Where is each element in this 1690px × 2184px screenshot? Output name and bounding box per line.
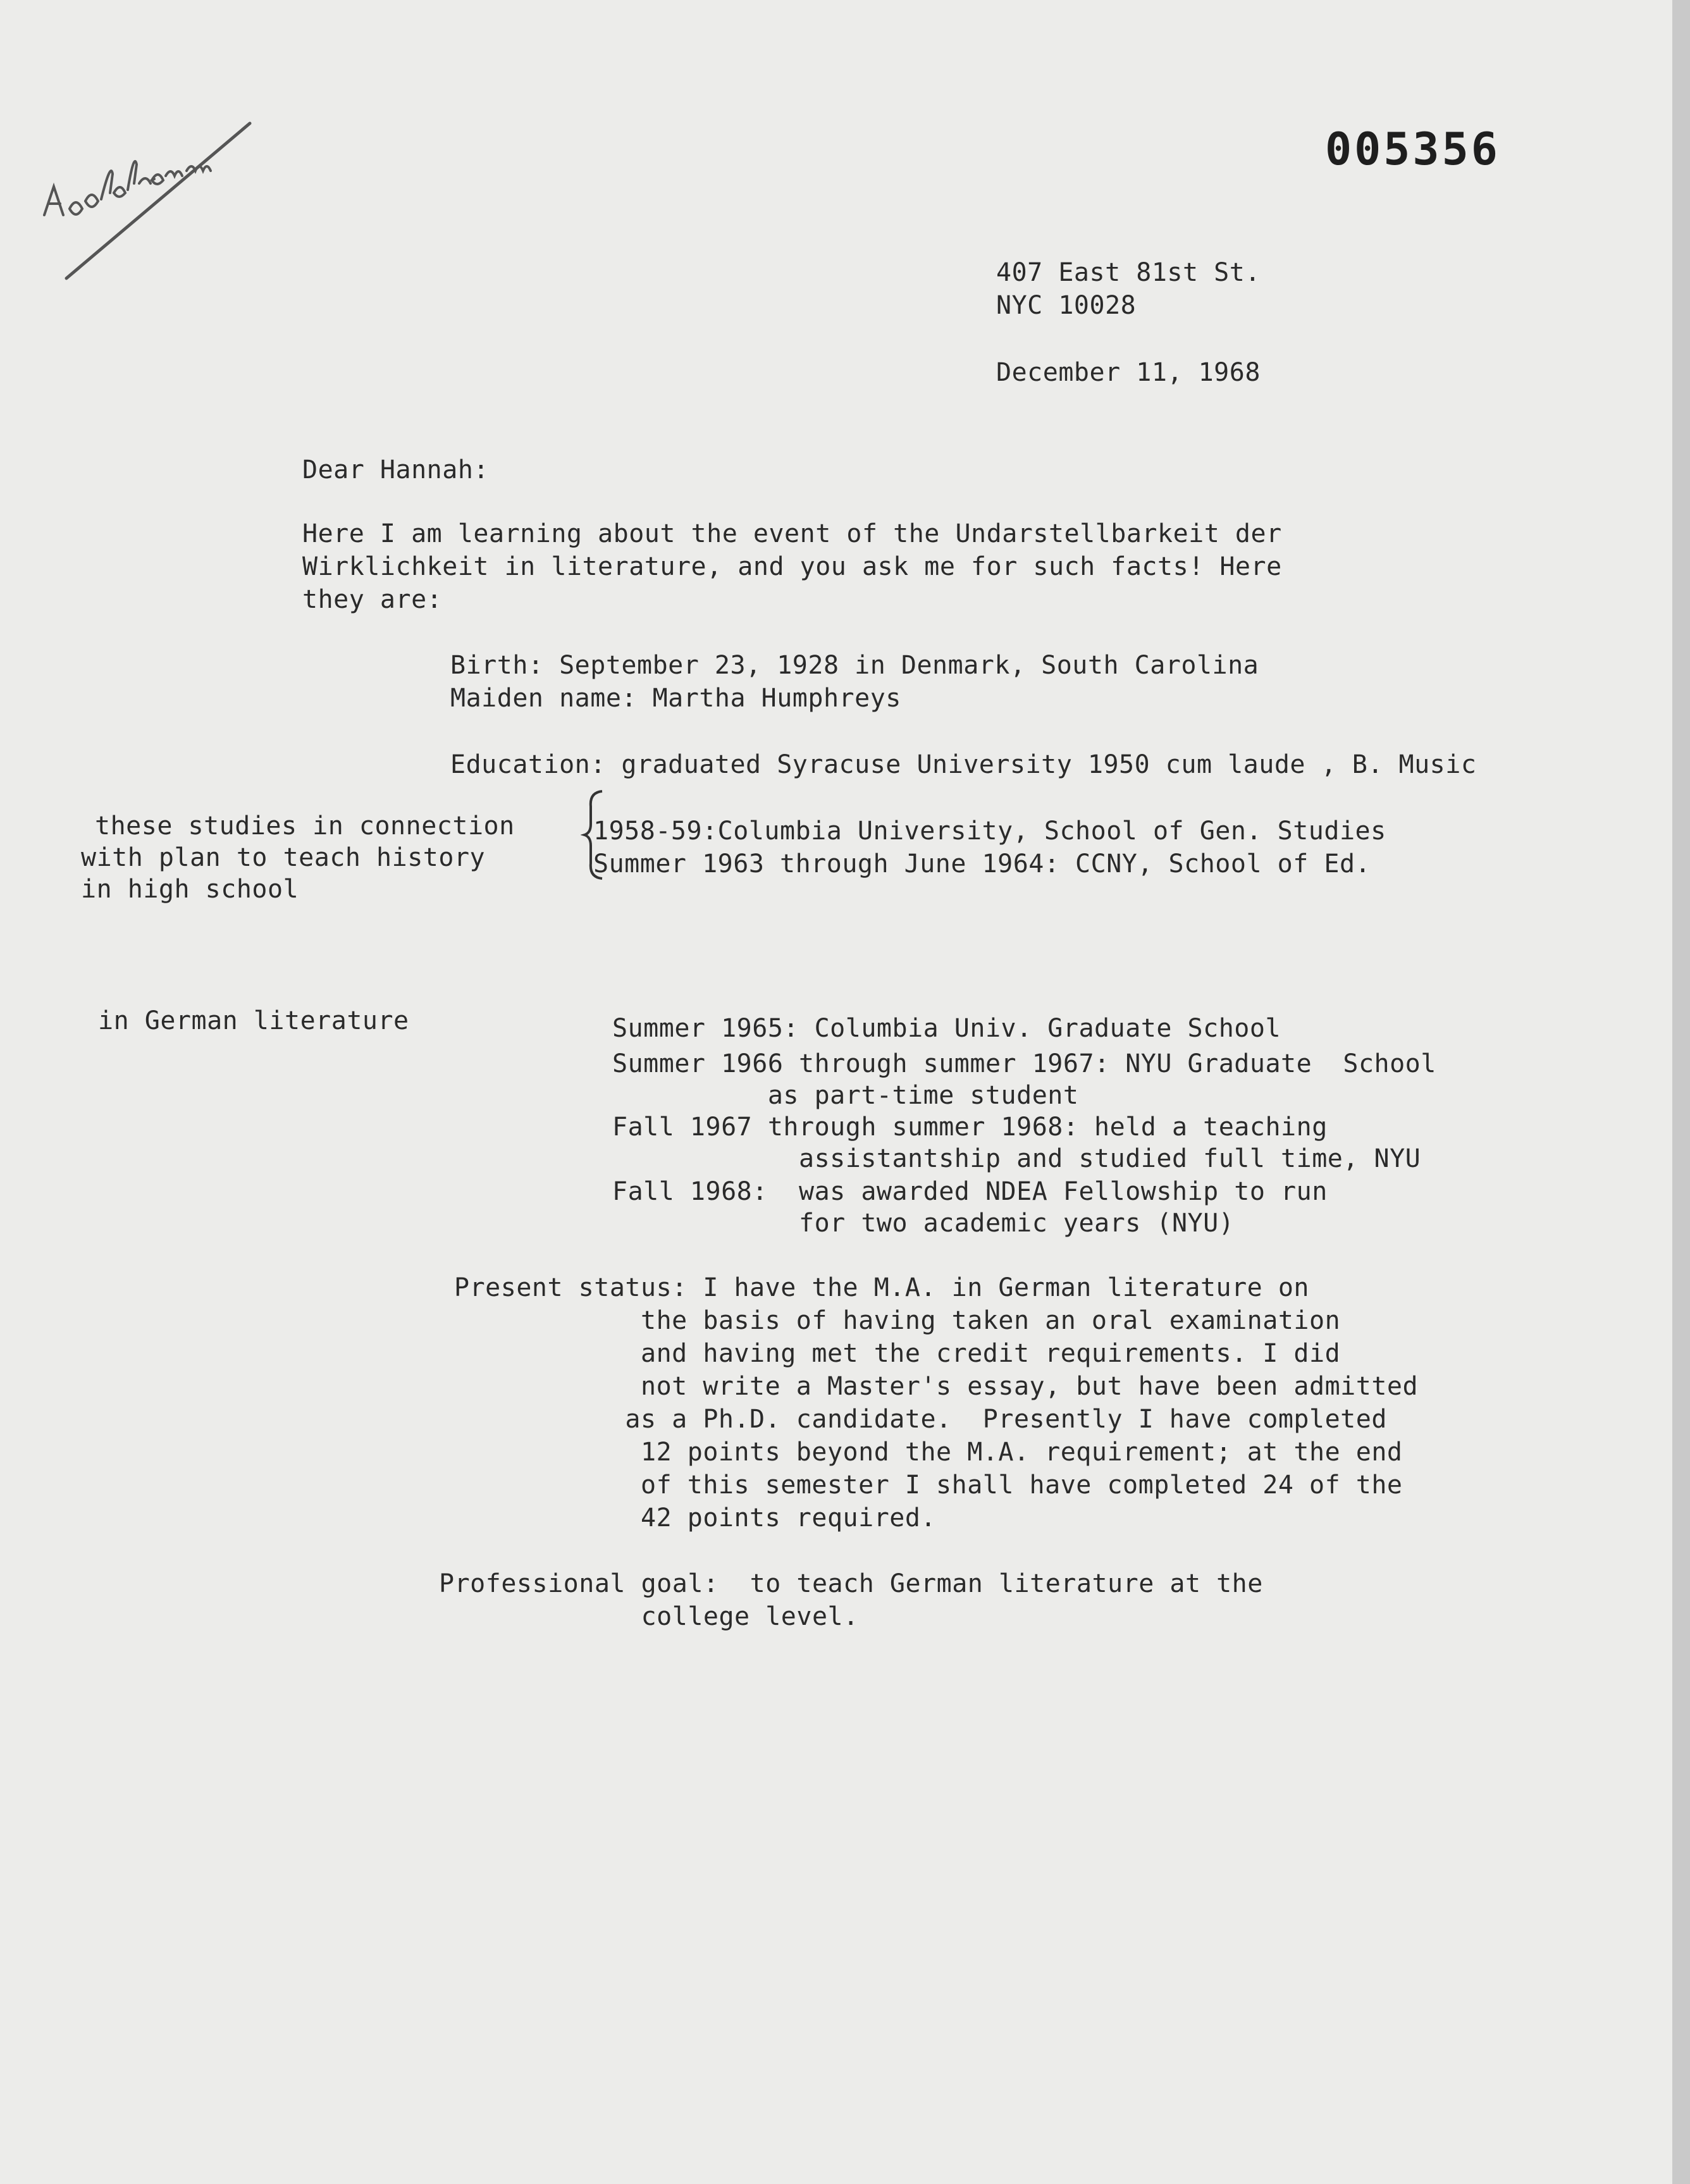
maiden-name-line: Maiden name: Martha Humphreys (450, 684, 901, 713)
document-number: 005356 (1325, 123, 1500, 175)
studies-line-1: 1958-59:Columbia University, School of Gen. Studies (593, 817, 1386, 846)
intro-line-3: they are: (302, 585, 443, 614)
side-note-1-line-2: with plan to teach history (81, 843, 486, 872)
intro-line-1: Here I am learning about the event of the Undarstellbarkeit der (302, 519, 1282, 548)
studies-line-2: Summer 1963 through June 1964: CCNY, School of Ed. (593, 849, 1371, 879)
german-studies-line-1: Summer 1965: Columbia Univ. Graduate School (612, 1014, 1281, 1043)
present-status-line-2: the basis of having taken an oral examination (454, 1306, 1341, 1335)
address-line-1: 407 East 81st St. (996, 258, 1261, 287)
handwritten-annotation (25, 57, 278, 310)
present-status-line-5: as a Ph.D. candidate. Presently I have completed (454, 1405, 1387, 1434)
german-studies-line-2: Summer 1966 through summer 1967: NYU Graduate School (612, 1049, 1436, 1078)
present-status-line-6: 12 points beyond the M.A. requirement; at the end (454, 1438, 1403, 1467)
professional-goal-line-1: Professional goal: to teach German literature at the (439, 1569, 1263, 1598)
present-status-line-1: Present status: I have the M.A. in German literature on (454, 1273, 1310, 1302)
salutation: Dear Hannah: (302, 455, 489, 484)
german-studies-line-4: Fall 1967 through summer 1968: held a teaching (612, 1113, 1328, 1142)
german-studies-line-6: Fall 1968: was awarded NDEA Fellowship to run (612, 1177, 1328, 1206)
intro-line-2: Wirklichkeit in literature, and you ask me for such facts! Here (302, 552, 1282, 581)
german-studies-line-7: for two academic years (NYU) (612, 1209, 1235, 1238)
education-line: Education: graduated Syracuse University 1950 cum laude , B. Music (450, 750, 1477, 779)
birth-line: Birth: September 23, 1928 in Denmark, South Carolina (450, 651, 1259, 680)
present-status-line-4: not write a Master's essay, but have been admitted (454, 1372, 1419, 1401)
german-studies-line-5: assistantship and studied full time, NYU (612, 1144, 1421, 1173)
side-note-1-line-3: in high school (81, 875, 299, 904)
letter-date: December 11, 1968 (996, 358, 1261, 387)
german-studies-line-3: as part-time student (612, 1081, 1079, 1110)
present-status-line-3: and having met the credit requirements. I did (454, 1339, 1341, 1368)
page-edge (1672, 0, 1690, 2184)
present-status-line-8: 42 points required. (454, 1503, 937, 1533)
present-status-line-7: of this semester I shall have completed 24 of the (454, 1471, 1403, 1500)
side-note-2: in German literature (98, 1006, 409, 1035)
side-note-1-line-1: these studies in connection (95, 811, 515, 841)
address-line-2: NYC 10028 (996, 291, 1137, 320)
professional-goal-line-2: college level. (439, 1602, 859, 1631)
